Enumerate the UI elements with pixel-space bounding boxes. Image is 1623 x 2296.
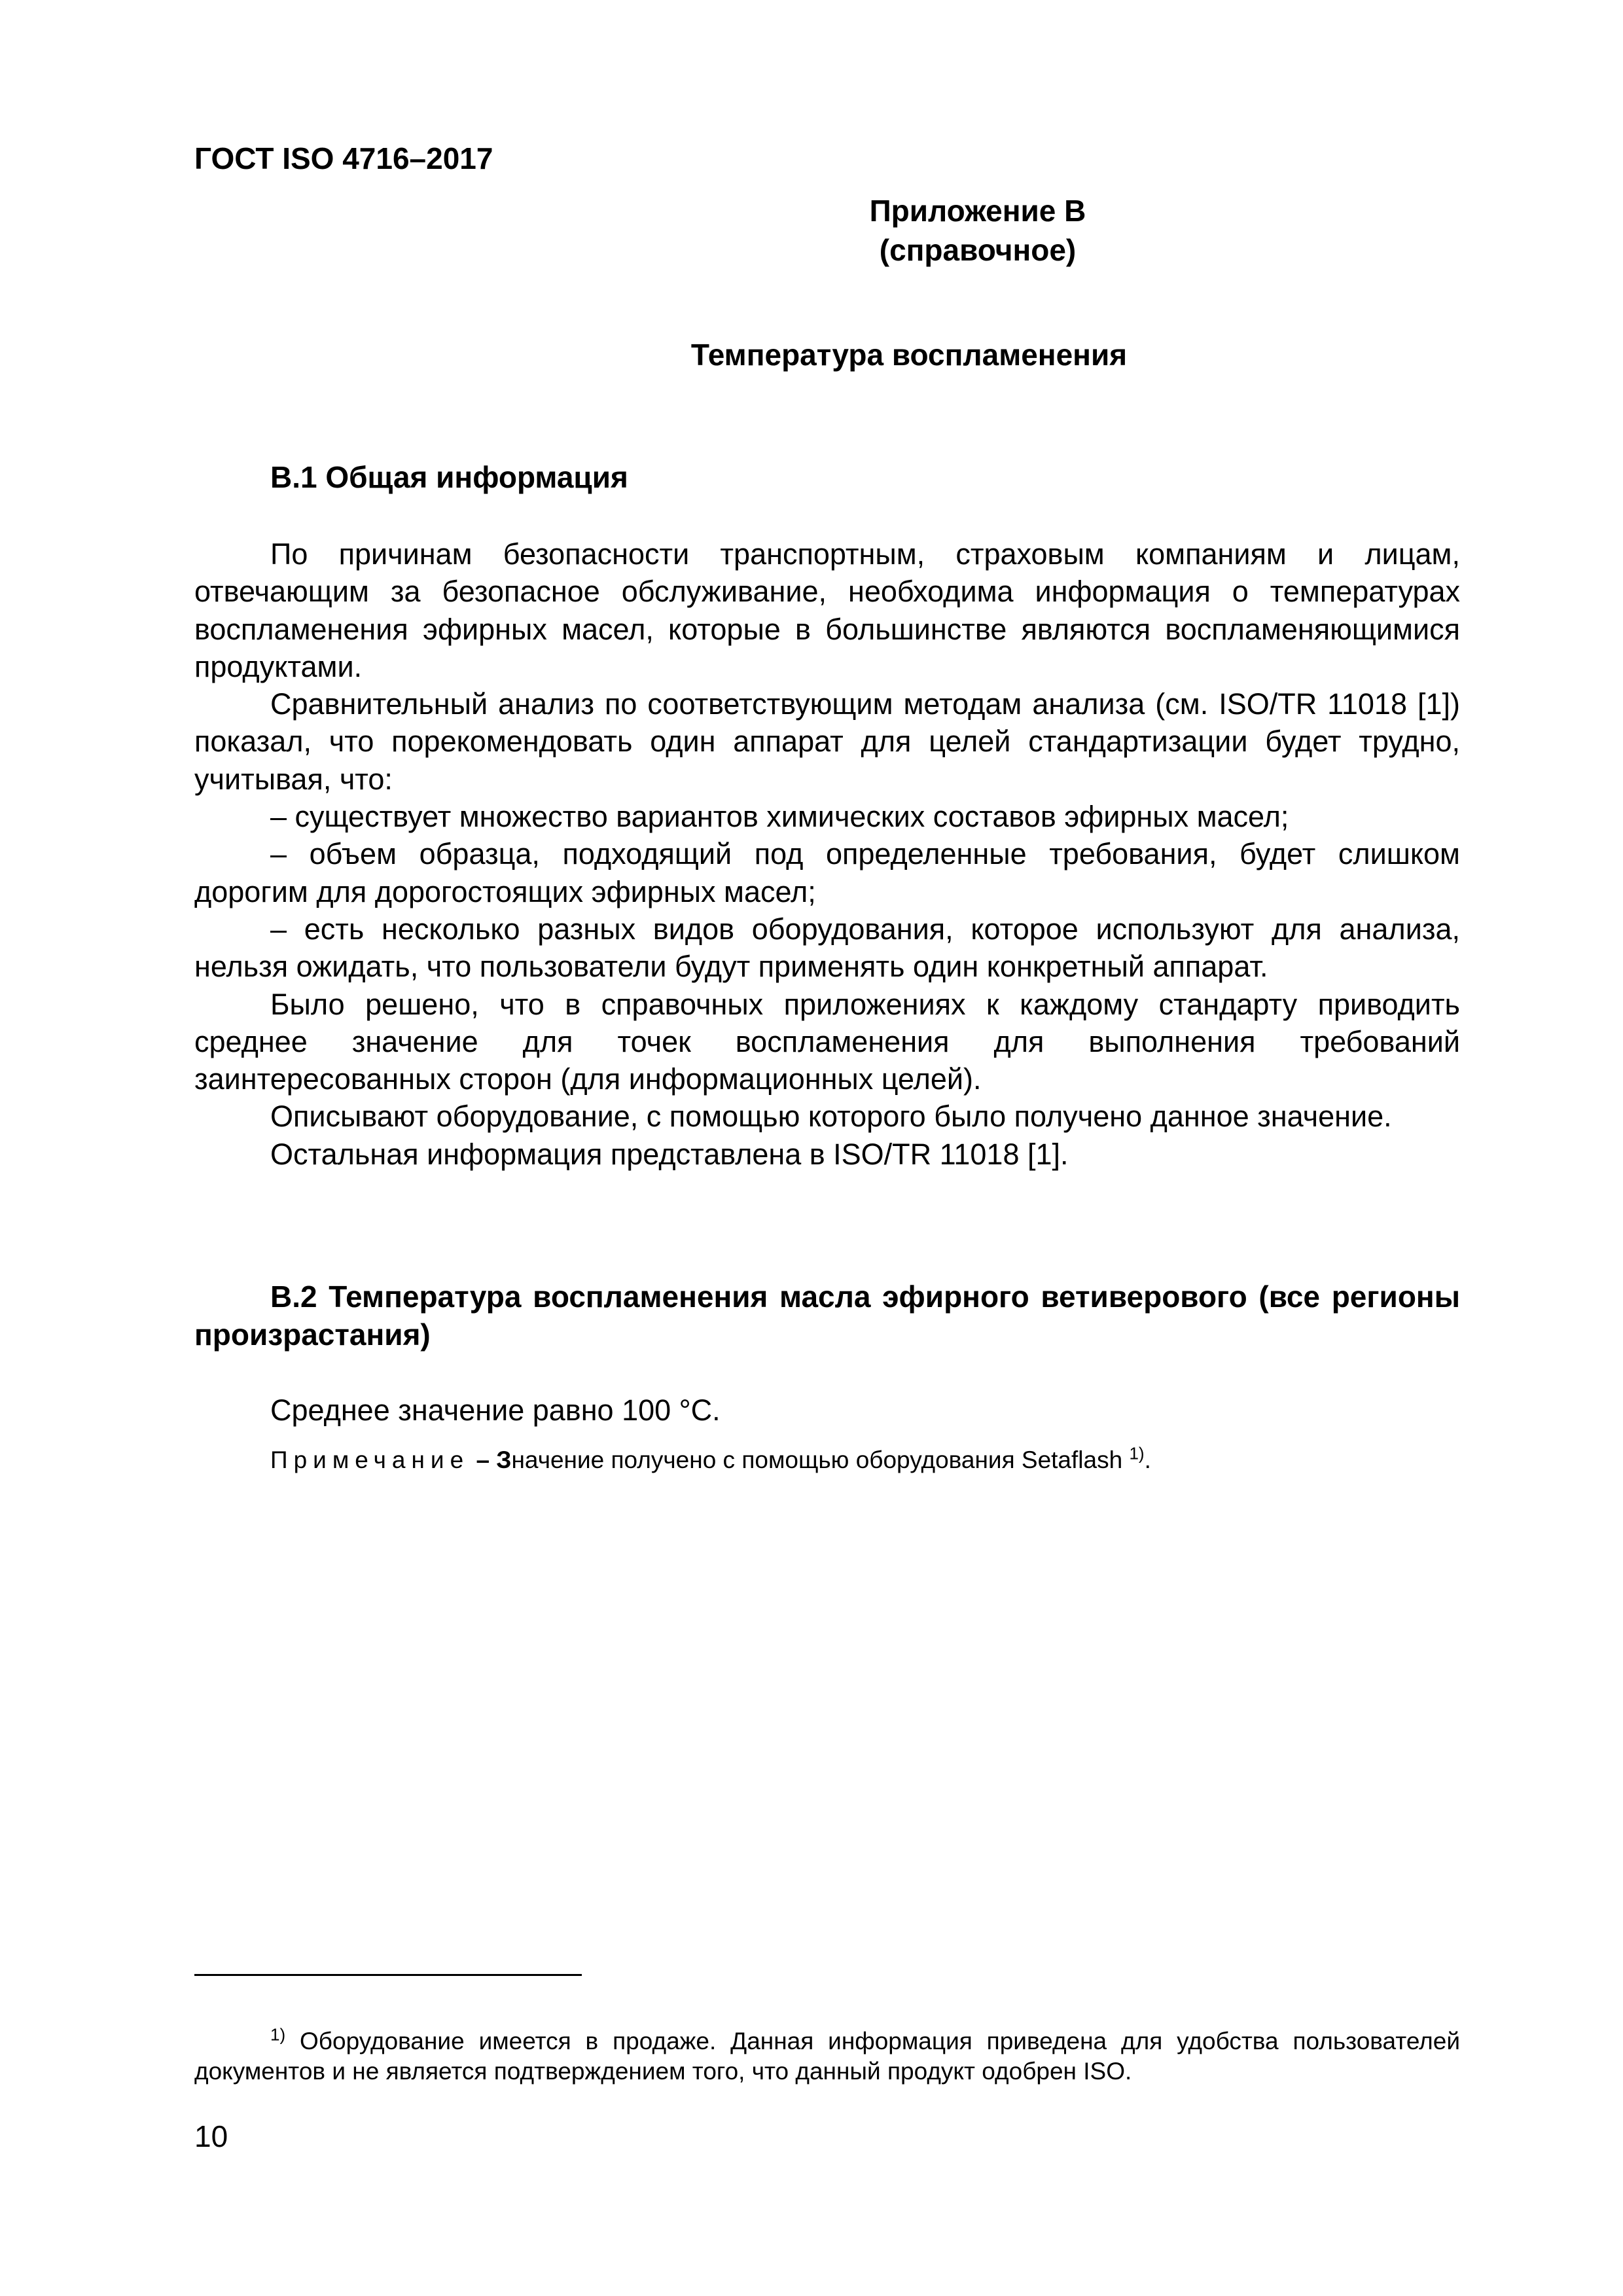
page-number: 10 xyxy=(194,2119,228,2153)
footnote-separator xyxy=(194,1974,582,1976)
list-item: – объем образца, подходящий под определенные требования, будет слишком дорогим для дорогостоящих эфирных масел; xyxy=(194,837,1460,908)
annex-title: Температура воспламенения xyxy=(690,338,1128,372)
section-b2-heading: В.2 Температура воспламенения масла эфирного ветиверового (все регионы произрастания) xyxy=(194,1280,1460,1352)
footnote xyxy=(194,2026,1460,2087)
annex-status: (справочное) xyxy=(879,233,1077,267)
note xyxy=(194,1444,1460,1477)
note-dash: – З xyxy=(476,1446,512,1473)
paragraph: По причинам безопасности транспортным, страховым компаниям и лицам, отвечающим за безопасное обслуживание, необходима информация о температурах воспламенения эфирных масел, которые в большинстве являются воспламеняющимися продуктами. xyxy=(194,537,1460,683)
section-b1-body xyxy=(194,535,1460,1173)
paragraph: Было решено, что в справочных приложениях к каждому стандарту приводить среднее значение для точек воспламенения для выполнения требований заинтересованных сторон (для информационных целей). xyxy=(194,987,1460,1096)
list-item: – есть несколько разных видов оборудования, которое используют для анализа, нельзя ожидать, что пользователи будут применять один конкретный аппарат. xyxy=(194,912,1460,984)
paragraph: Сравнительный анализ по соответствующим методам анализа (см. ISO/TR 11018 [1]) показал, что порекомендовать один аппарат для целей стандартизации будет трудно, учитывая, что: xyxy=(194,687,1460,796)
document-id: ГОСТ ISO 4716–2017 xyxy=(194,141,493,175)
note-label: Примечание xyxy=(270,1446,470,1473)
paragraph: Остальная информация представлена в ISO/TR 11018 [1]. xyxy=(270,1137,1069,1171)
section-b1-heading: В.1 Общая информация xyxy=(270,460,628,494)
footnote-text: Оборудование имеется в продаже. Данная информация приведена для удобства пользователей документов и не является подтверждением того, что данный продукт одобрен ISO. xyxy=(194,2028,1461,2085)
footnote-marker: 1) xyxy=(270,2024,286,2045)
annex-header xyxy=(194,191,1460,270)
list-item: – существует множество вариантов химических составов эфирных масел; xyxy=(270,800,1289,834)
footnote-ref: 1) xyxy=(1129,1443,1145,1463)
note-end: . xyxy=(1144,1446,1151,1473)
paragraph: Описывают оборудование, с помощью которого было получено данное значение. xyxy=(270,1100,1392,1134)
note-text: начение получено с помощью оборудования Setaflash xyxy=(511,1446,1123,1473)
annex-label: Приложение В xyxy=(869,194,1086,228)
mean-value: Среднее значение равно 100 °С. xyxy=(270,1393,721,1427)
